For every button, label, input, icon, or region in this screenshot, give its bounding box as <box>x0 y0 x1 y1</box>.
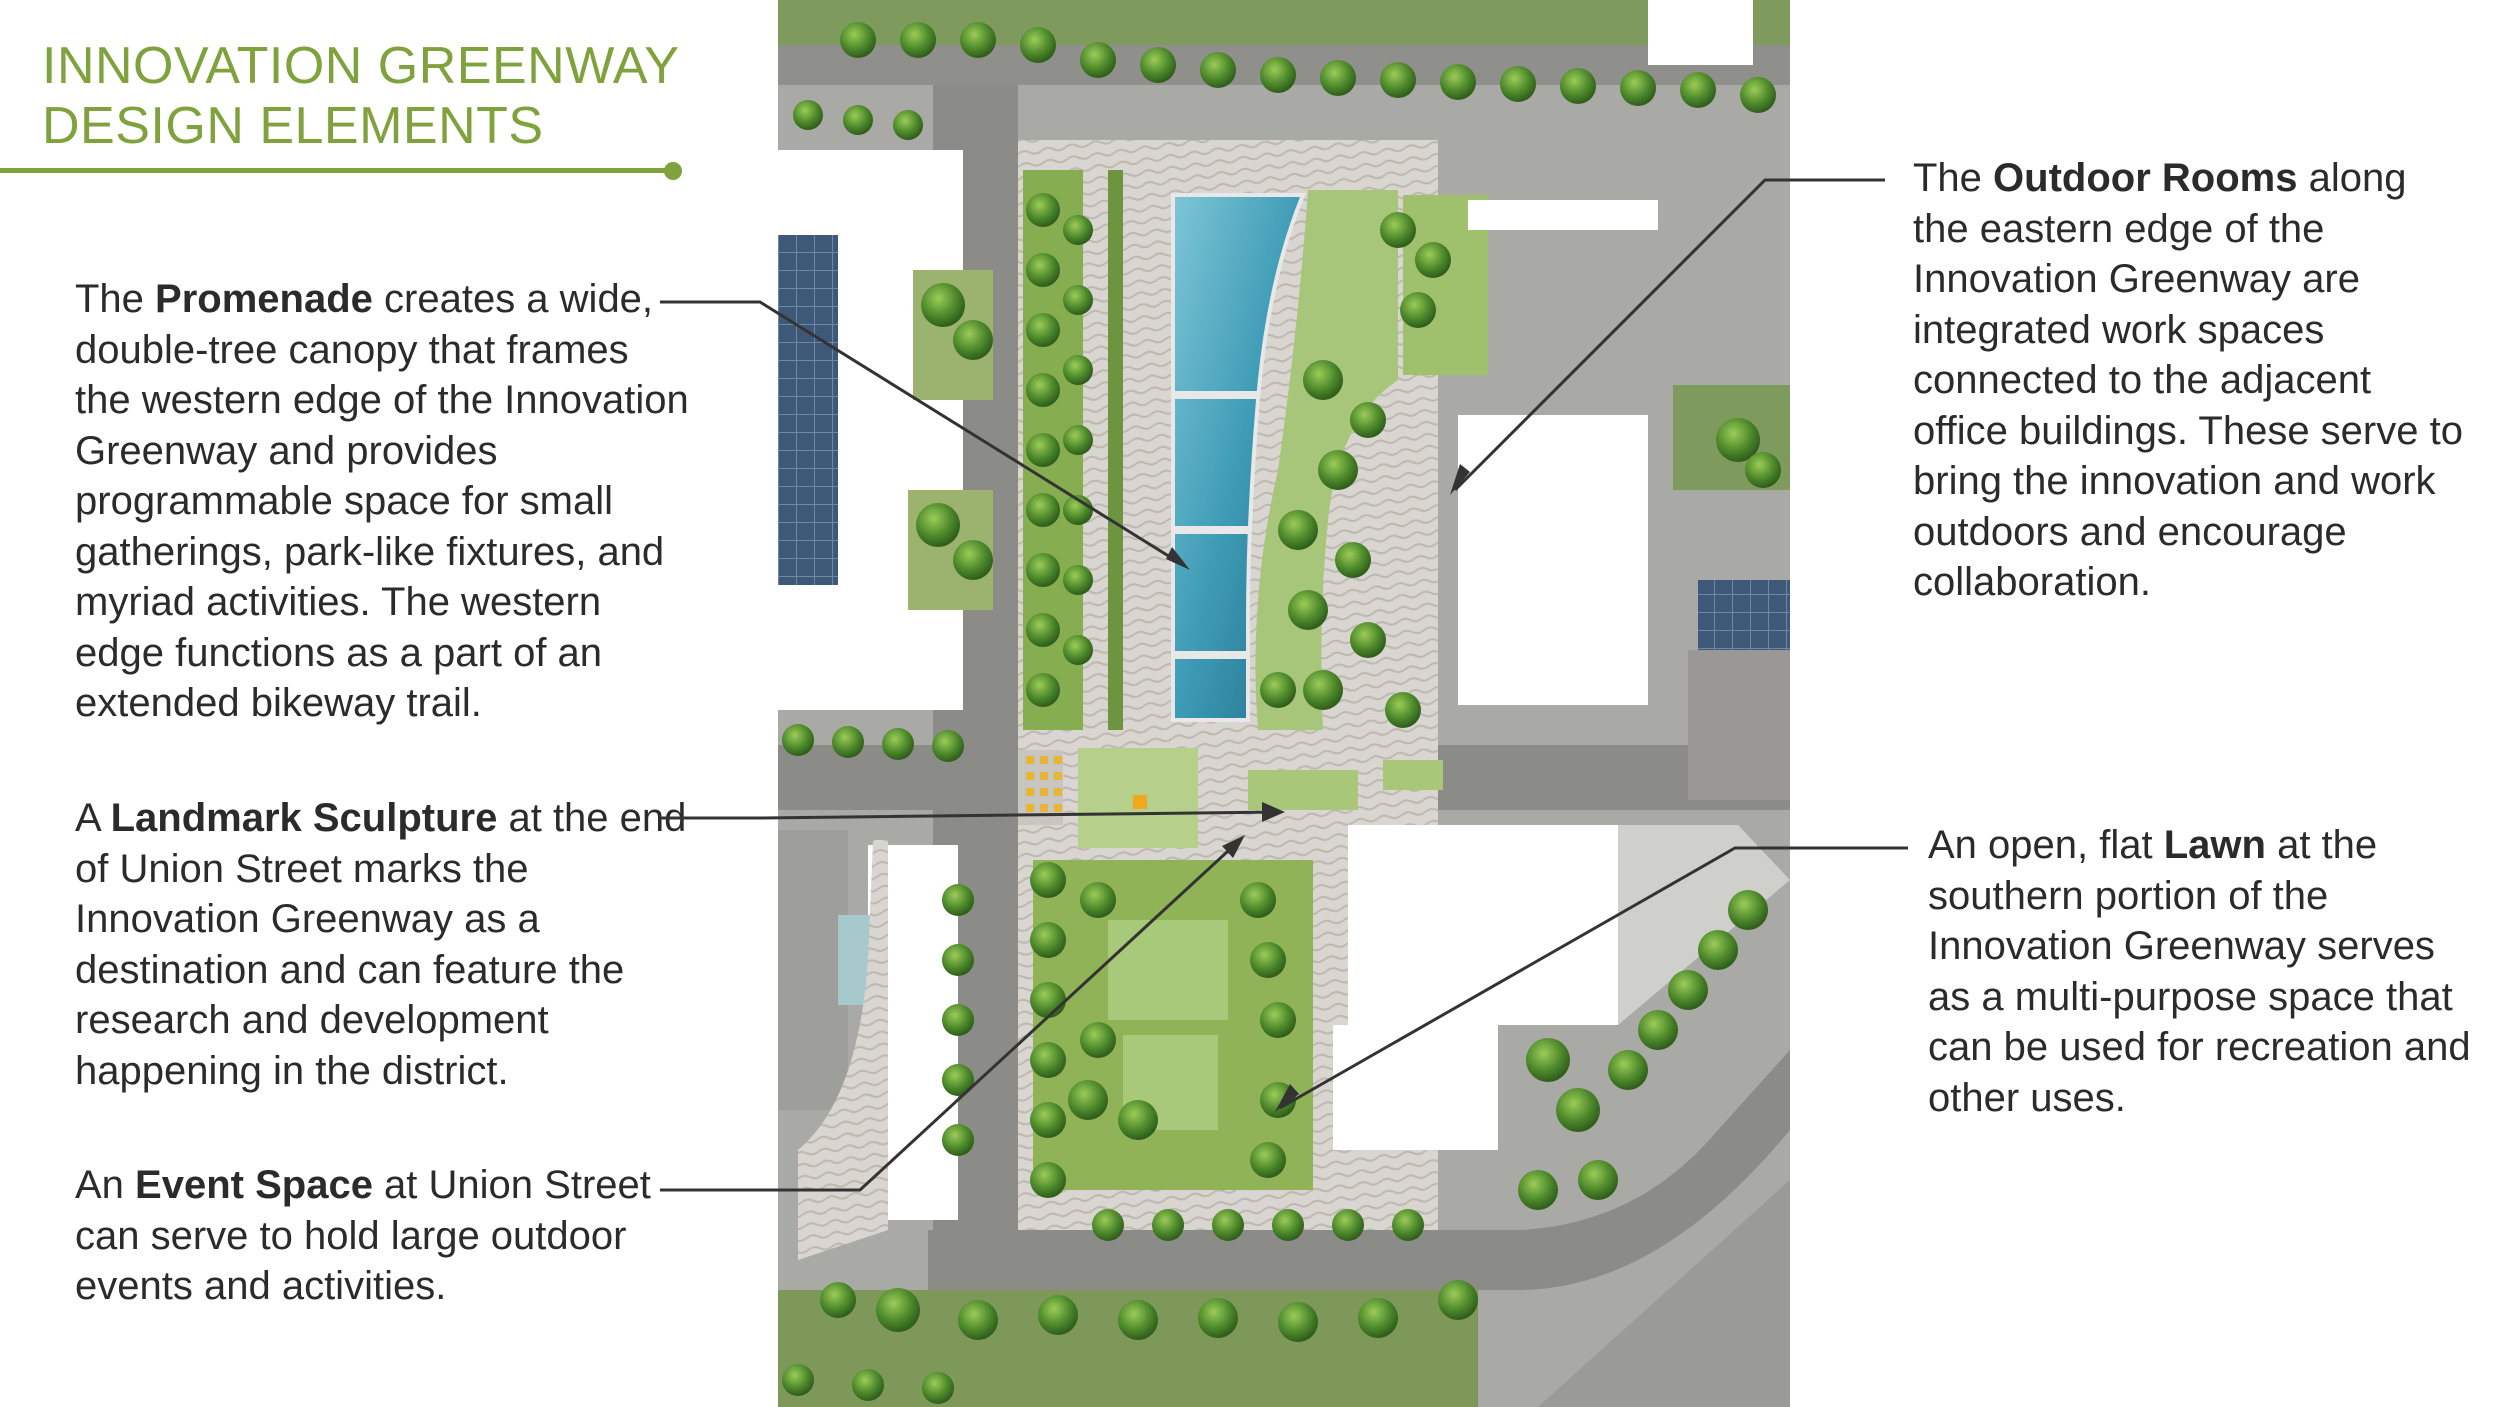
event-term: Event Space <box>135 1163 373 1207</box>
promenade-term: Promenade <box>155 277 373 321</box>
landmark-sculpture-marker <box>1133 795 1147 809</box>
rooms-pre: The <box>1913 156 1994 200</box>
promenade-description: creates a wide, double-tree canopy that frames the western edge of the Innovation Greenway and provides programmable space for small gatherings, park-like fixtures, and myriad activities. The western edge functions as a part of an extended bikeway trail. <box>75 277 689 725</box>
sculpture-description: at the end of Union Street marks the Innovation Greenway as a destination and can feature the research and development happening in the district. <box>75 796 687 1093</box>
landmark-sculpture-callout <box>75 793 695 1096</box>
title-line-1: INNOVATION GREENWAY <box>42 37 680 95</box>
north-building <box>1648 0 1753 65</box>
outdoor-rooms-callout <box>1913 153 2473 608</box>
event-pre: An <box>75 1163 136 1207</box>
sculpture-pre: A <box>75 796 111 840</box>
east-building-tower <box>1688 650 1790 800</box>
lawn-pre: An open, flat <box>1928 823 2164 867</box>
lawn-description: at the southern portion of the Innovation Greenway serves as a multi-purpose space that can be used for recreation and other uses. <box>1928 823 2471 1120</box>
lawn-term: Lawn <box>2163 823 2266 867</box>
title-underline <box>0 168 672 173</box>
sculpture-term: Landmark Sculpture <box>110 796 498 840</box>
east-building-2 <box>1348 825 1618 1025</box>
lawn-callout <box>1928 820 2488 1123</box>
plaza-lawn-strip <box>1248 770 1358 810</box>
east-building-north <box>1468 200 1658 230</box>
title-line-2: DESIGN ELEMENTS <box>42 97 544 155</box>
event-description: at Union Street can serve to hold large outdoor events and activities. <box>75 1163 651 1308</box>
site-plan-illustration <box>778 0 1790 1407</box>
event-space-callout <box>75 1160 675 1312</box>
promenade-strip-2 <box>1108 170 1123 730</box>
east-building-1 <box>1458 415 1648 705</box>
page-title <box>42 36 679 156</box>
east-building-3 <box>1333 1025 1498 1150</box>
west-parking <box>778 830 848 1110</box>
south-lawn <box>1108 920 1228 1020</box>
rooms-term: Outdoor Rooms <box>1993 156 2298 200</box>
promenade-pre: The <box>75 277 156 321</box>
title-underline-dot <box>664 162 682 180</box>
rooms-description: along the eastern edge of the Innovation Greenway are integrated work spaces connected to the adjacent office buildings. These serve to bring the innovation and work outdoors and encourage collaboration. <box>1913 156 2463 604</box>
promenade-callout <box>75 274 695 729</box>
plaza-lawn-strip-2 <box>1383 760 1443 790</box>
solar-panels-north <box>778 235 838 585</box>
